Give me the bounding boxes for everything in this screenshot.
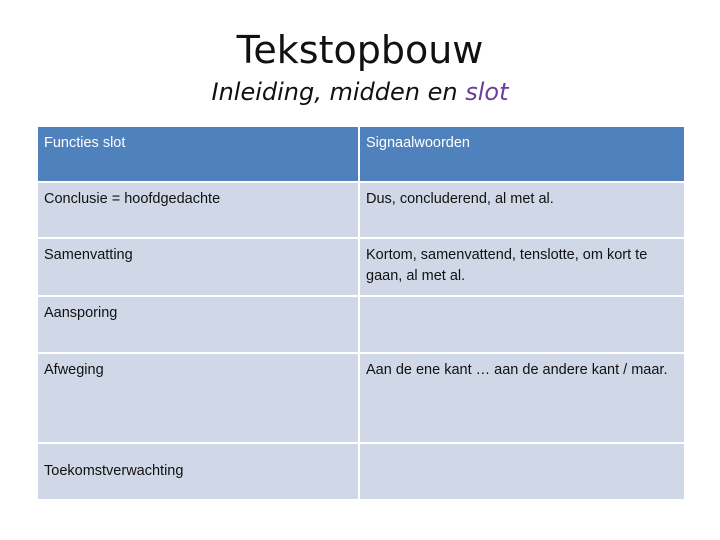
table-row [37,443,685,500]
table-header-row [37,126,685,182]
table-row [37,353,685,443]
table-row [37,238,685,296]
function-cell: Aansporing [37,296,359,353]
function-cell: Conclusie = hoofdgedachte [37,182,359,238]
signal-words-cell: Dus, concluderend, al met al. [359,182,685,238]
function-cell: Toekomstverwachting [37,443,359,500]
table-row [37,182,685,238]
header-signal-words: Signaalwoorden [359,126,685,182]
table-row [37,296,685,353]
slide-title: Tekstopbouw [236,28,484,72]
header-functions: Functies slot [37,126,359,182]
subtitle-highlight: slot [465,78,509,106]
subtitle-text: Inleiding, midden en [211,78,466,106]
function-cell: Afweging [37,353,359,443]
signal-words-cell [359,443,685,500]
function-cell: Samenvatting [37,238,359,296]
slide-subtitle [0,78,720,106]
signal-words-cell [359,296,685,353]
signal-words-cell: Aan de ene kant … aan de andere kant / maar. [359,353,685,443]
signal-words-cell: Kortom, samenvattend, tenslotte, om kort te gaan, al met al. [359,238,685,296]
signal-words-table [36,125,686,501]
